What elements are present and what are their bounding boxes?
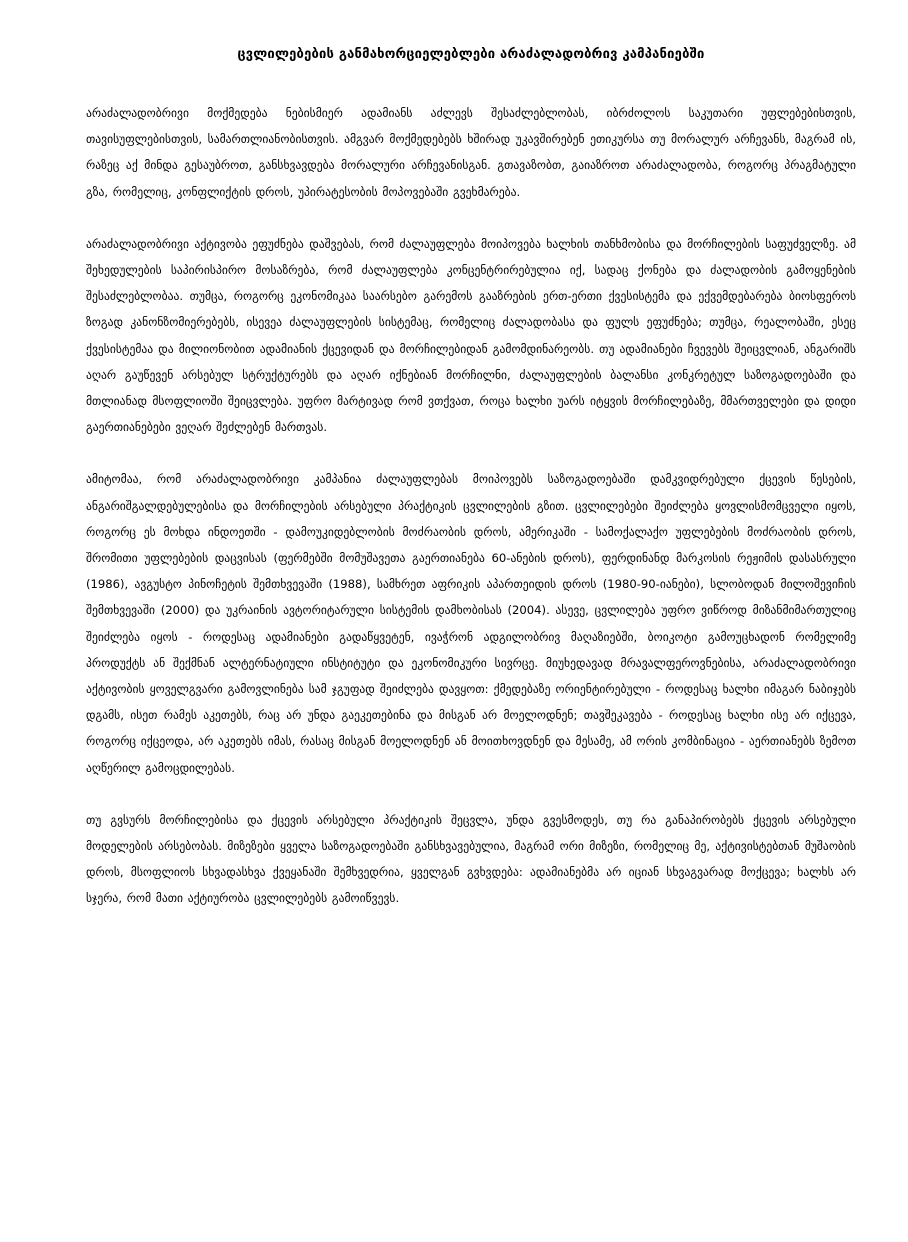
document-page xyxy=(86,44,856,938)
paragraph-2: არაძალადობრივი აქტივობა ეფუძნება დაშვებას, რომ ძალაუფლება მოიპოვება ხალხის თანხმობისა და მორჩილების საფუძველზე. ამ შეხედულების საპირისპირო მოსაზრება, რომ ძალაუფლება კონცენტრირებულია იქ, სადაც ქონება და ძალადობის გამოყენების შესაძლებლობაა. თუმცა, როგორც ეკონომიკაა საარსებო გარემოს გააზრების ერთ-ერთი ქვესისტემა და ექვემდებარება ბიოსფეროს ზოგად კანონზომიერებებს, ისევეა ძალაუფლების სისტემაც, რომელიც ძალადობასა და ფულს ეფუძნება; თუმცა, რეალობაში, ესეც ქვესისტემაა და მილიონობით ადამიანის ქცევიდან და მორჩილებიდან გამომდინარეობს. თუ ადამიანები ჩვევებს შეიცვლიან, ანგარიშს აღარ გაუწევენ არსებულ სტრუქტურებს და აღარ იქნებიან მორჩილნი, ძალაუფლების ბალანსი კონკრეტულ საზოგადოებაში და მთლიანად მსოფლიოში შეიცვლება. უფრო მარტივად რომ ვთქვათ, როცა ხალხი უარს იტყვის მორჩილებაზე, მმართველები და დიდი გაერთიანებები ვეღარ შეძლებენ მართვას. xyxy=(86,236,856,435)
document-title: ცვლილებების განმახორციელებლები არაძალადობრივ კამპანიებში xyxy=(237,47,705,62)
paragraph-1: არაძალადობრივი მოქმედება ნებისმიერ ადამიანს აძლევს შესაძლებლობას, იბრძოლოს საკუთარი უფლებებისთვის, თავისუფლებისთვის, სამართლიანობისთვის. ამგვარ მოქმედებებს ხშირად უკავშირებენ ეთიკურსა თუ მორალურ არჩევანს, მაგრამ ის, რაზეც აქ მინდა გესაუბროთ, განსხვავდება მორალური არჩევანისგან. გთავაზობთ, გაიაზროთ არაძალადობა, როგორც პრაგმატული გზა, რომელიც, კონფლიქტის დროს, უპირატესობის მოპოვებაში გვეხმარება. xyxy=(86,106,856,199)
paragraph-4: თუ გვსურს მორჩილებისა და ქცევის არსებული პრაქტიკის შეცვლა, უნდა გვესმოდეს, თუ რა განაპირობებს ქცევის არსებული მოდელების არსებობას. მიზეზები ყველა საზოგადოებაში განსხვავებულია, მაგრამ ორი მიზეზი, რომელიც მე, აქტივისტებთან მუშაობის დროს, მსოფლიოს სხვადასხვა ქვეყანაში შემხვედრია, ყველგან გვხვდება: ადამიანებმა არ იციან სხვაგვარად მოქცევა; ხალხს არ სჯერა, რომ მათი აქტიურობა ცვლილებებს გამოიწვევს. xyxy=(86,812,856,906)
paragraph-3: ამიტომაა, რომ არაძალადობრივი კამპანია ძალაუფლებას მოიპოვებს საზოგადოებაში დამკვიდრებული ქცევის წესების, ანგარიშგალდებულებისა და მორჩილების არსებული პრაქტიკის ცვლილების გზით. ცვლილებები შეიძლება ყოვლისმომცველი იყოს, როგორც ეს მოხდა ინდოეთში - დამოუკიდებლობის მოძრაობის დროს, ამერიკაში - სამოქალაქო უფლებების მოძრაობის დროს, შრომითი უფლებების დაცვისას (ფერმებში მომუშავეთა გაერთიანება 60-ანების დროს), ფერდინანდ მარკოსის რეჟიმის დასასრული (1986), ავგუსტო პინოჩეტის შემთხვევაში (1988), სამხრეთ აფრიკის აპართეიდის დროს (1980-90-იანები), სლობოდან მილოშევიჩის შემთხვევაში (2000) და უკრაინის ავტორიტარული სისტემის დამხობისას (2004). ასევე, ცვლილება უფრო ვიწროდ მიზანმიმართულიც შეიძლება იყოს - როდესაც ადამიანები გადაწყვეტენ, ივაჭრონ ადგილობრივ მაღაზიებში, ბოიკოტი გამოუცხადონ რომელიმე პროდუქტს ან შექმნან ალტერნატიული ინსტიტუტი და ეკონომიკური სივრცე. მიუხედავად მრავალფეროვნებისა, არაძალადობრივი აქტივობის ყოველგვარი გამოვლინება სამ ჯგუფად შეიძლება დავყოთ: ქმედებაზე ორიენტირებული - როდესაც ხალხი იმაგარ ნაბიჯებს დგამს, ისეთ რამეს აკეთებს, რაც არ უნდა გაეკეთებინა და მისგან არ მოელოდნენ; თავშეკავება - როდესაც ხალხი ისე არ იქცევა, როგორც იქცეოდა, არ აკეთებს იმას, რასაც მისგან მოელოდნენ ან მოითხოვდნენ და მესამე, ამ ორის კომბინაცია - აერთიანებს ზემოთ აღწერილ გამოცდილებას. xyxy=(86,472,856,775)
